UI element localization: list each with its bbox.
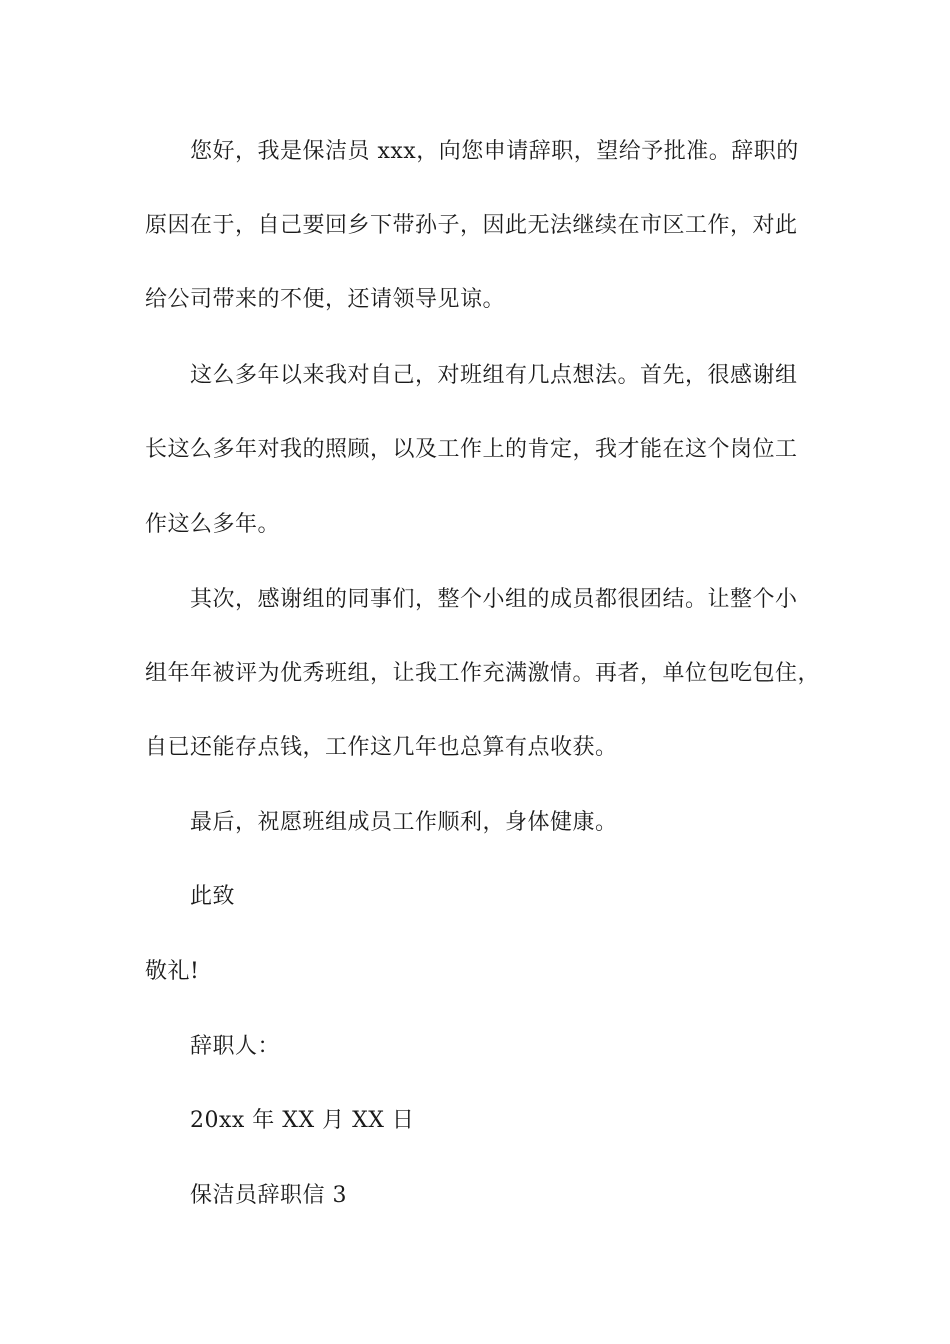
closing-wish: 最后，祝愿班组成员工作顺利，身体健康。 [190,810,618,835]
paragraph-3-line-1: 其次，感谢组的同事们，整个小组的成员都很团结。让整个小 [190,587,798,612]
signature-date: 20xx 年 XX 月 XX 日 [190,1108,415,1133]
paragraph-3-line-2: 组年年被评为优秀班组，让我工作充满激情。再者，单位包吃包住， [145,661,821,686]
salutation-jingli: 敬礼! [145,959,200,984]
salutation-cizhi: 此致 [190,884,236,909]
paragraph-2-line-3: 作这么多年。 [145,512,281,537]
signature-label: 辞职人： [190,1034,281,1059]
paragraph-1-line-3: 给公司带来的不便，还请领导见谅。 [145,287,506,312]
next-section-title: 保洁员辞职信 3 [190,1183,347,1208]
paragraph-2-line-2: 长这么多年对我的照顾，以及工作上的肯定，我才能在这个岗位工 [145,437,798,462]
paragraph-3-line-3: 自已还能存点钱，工作这几年也总算有点收获。 [145,735,618,760]
paragraph-1-line-1: 您好，我是保洁员 xxx，向您申请辞职，望给予批准。辞职的 [190,139,799,164]
paragraph-2-line-1: 这么多年以来我对自己，对班组有几点想法。首先，很感谢组 [190,363,798,388]
paragraph-1-line-2: 原因在于，自己要回乡下带孙子，因此无法继续在市区工作，对此 [145,213,798,238]
